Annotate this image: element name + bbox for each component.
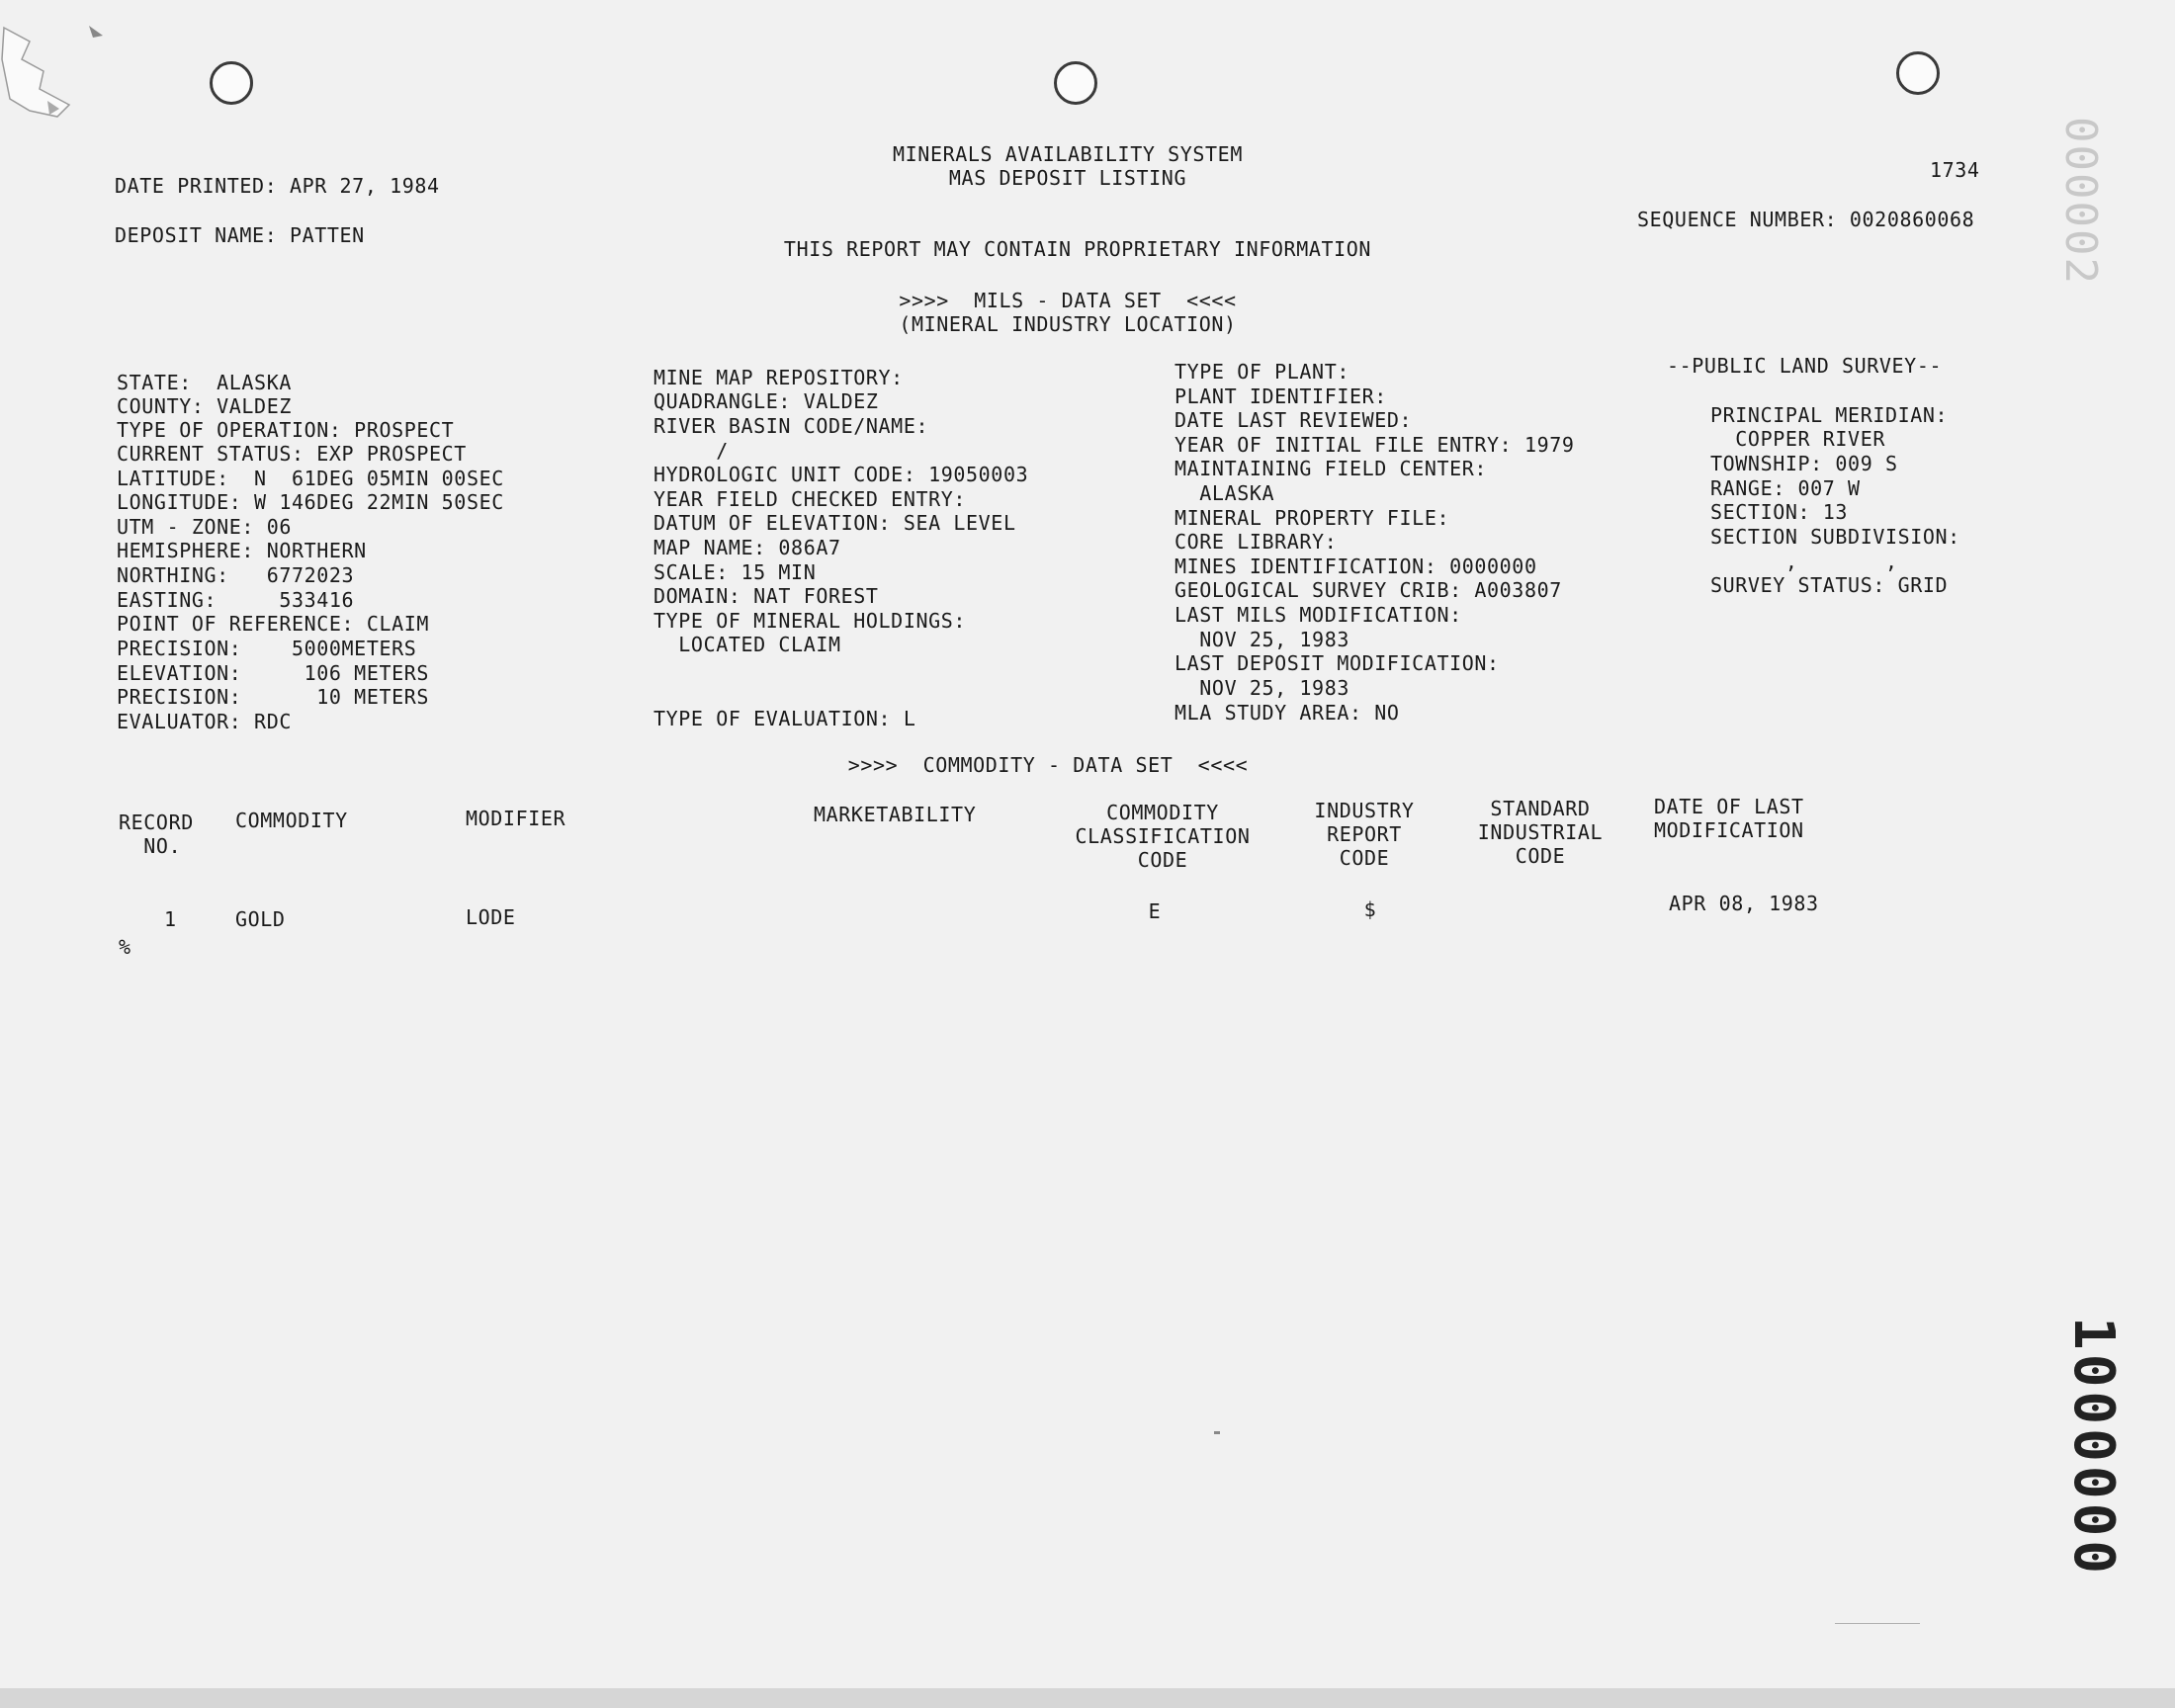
proprietary-notice: THIS REPORT MAY CONTAIN PROPRIETARY INFORMATION (783, 237, 1372, 261)
field-line: TOWNSHIP: 009 S (1710, 452, 1898, 475)
field-line: PRECISION: 5000METERS (117, 637, 417, 660)
field-line: MINES IDENTIFICATION: 0000000 (1174, 555, 1537, 578)
end-mark: % (119, 935, 131, 959)
field-line: MINERAL PROPERTY FILE: (1174, 506, 1450, 530)
type-of-evaluation: TYPE OF EVALUATION: L (653, 707, 916, 730)
field-line: , , (1710, 550, 1898, 573)
field-line: MLA STUDY AREA: NO (1174, 701, 1400, 725)
mils-title: >>>> MILS - DATA SET <<<< (899, 289, 1237, 312)
field-line: DOMAIN: NAT FOREST (653, 584, 879, 608)
field-line: EASTING: 533416 (117, 588, 355, 612)
survey-title: --PUBLIC LAND SURVEY-- (1667, 354, 1943, 378)
field-line: HYDROLOGIC UNIT CODE: 19050003 (653, 463, 1029, 486)
col-header-modifier: MODIFIER (466, 807, 566, 830)
field-line: SURVEY STATUS: GRID (1710, 573, 1949, 597)
cell-date: APR 08, 1983 (1669, 892, 1819, 915)
field-line: PRECISION: 10 METERS (117, 685, 430, 709)
field-line: LONGITUDE: W 146DEG 22MIN 50SEC (117, 490, 504, 514)
listing-title: MAS DEPOSIT LISTING (948, 166, 1187, 190)
field-line: MAINTAINING FIELD CENTER: (1174, 457, 1488, 480)
col-header-commodity: COMMODITY (235, 809, 348, 832)
col-header-date: DATE OF LAST MODIFICATION (1654, 795, 1804, 842)
cell-industry: $ (1363, 897, 1377, 921)
field-line: COUNTY: VALDEZ (117, 394, 292, 418)
binder-hole-right (1896, 51, 1940, 95)
field-line: POINT OF REFERENCE: CLAIM (117, 612, 430, 636)
field-line: NOV 25, 1983 (1174, 676, 1349, 700)
field-line: ALASKA (1174, 481, 1275, 505)
field-line: SECTION SUBDIVISION: (1710, 525, 1960, 549)
torn-corner (0, 20, 109, 128)
field-line: SCALE: 15 MIN (653, 560, 817, 584)
field-line: PRINCIPAL MERIDIAN: (1710, 403, 1949, 427)
field-line: LAST MILS MODIFICATION: (1174, 603, 1462, 627)
field-line: DATE LAST REVIEWED: (1174, 408, 1413, 432)
page-stamp-top: 000002 (2055, 117, 2106, 286)
scan-line (1835, 1623, 1920, 1624)
field-line: TYPE OF PLANT: (1174, 360, 1349, 384)
field-line: MINE MAP REPOSITORY: (653, 366, 904, 389)
field-line: CURRENT STATUS: EXP PROSPECT (117, 442, 467, 466)
field-line: RIVER BASIN CODE/NAME: (653, 414, 929, 438)
page-number: 1734 (1930, 158, 1980, 182)
col-header-marketability: MARKETABILITY (814, 803, 977, 826)
page-stamp-bottom: 1000000 (2061, 1317, 2126, 1579)
field-line: LATITUDE: N 61DEG 05MIN 00SEC (117, 467, 504, 490)
binder-hole-left (210, 61, 253, 105)
field-line: COPPER RIVER (1710, 427, 1885, 451)
deposit-name: DEPOSIT NAME: PATTEN (115, 223, 365, 247)
sequence-number: SEQUENCE NUMBER: 0020860068 (1637, 208, 1975, 231)
field-line: SECTION: 13 (1710, 500, 1849, 524)
field-line: HEMISPHERE: NORTHERN (117, 539, 367, 562)
field-line: YEAR OF INITIAL FILE ENTRY: 1979 (1174, 433, 1575, 457)
col-header-record: RECORD NO. (119, 811, 194, 858)
field-line: LAST DEPOSIT MODIFICATION: (1174, 651, 1500, 675)
field-line: TYPE OF OPERATION: PROSPECT (117, 418, 455, 442)
field-line: MAP NAME: 086A7 (653, 536, 841, 559)
field-line: PLANT IDENTIFIER: (1174, 384, 1387, 408)
field-line: DATUM OF ELEVATION: SEA LEVEL (653, 511, 1016, 535)
field-line: UTM - ZONE: 06 (117, 515, 292, 539)
field-line: STATE: ALASKA (117, 371, 292, 394)
date-printed: DATE PRINTED: APR 27, 1984 (115, 174, 440, 198)
scan-edge (0, 1688, 2175, 1708)
field-line: NOV 25, 1983 (1174, 628, 1349, 651)
mils-subtitle: (MINERAL INDUSTRY LOCATION) (899, 312, 1237, 336)
binder-hole-center (1054, 61, 1097, 105)
field-line: QUADRANGLE: VALDEZ (653, 389, 879, 413)
cell-commodity: GOLD (235, 907, 286, 931)
field-line: NORTHING: 6772023 (117, 563, 355, 587)
col-header-classification: COMMODITY CLASSIFICATION CODE (1075, 801, 1251, 872)
field-line: LOCATED CLAIM (653, 633, 841, 656)
field-line: RANGE: 007 W (1710, 476, 1861, 500)
cell-modifier: LODE (466, 905, 516, 929)
system-title: MINERALS AVAILABILITY SYSTEM (893, 142, 1243, 166)
field-line: ELEVATION: 106 METERS (117, 661, 430, 685)
field-line: CORE LIBRARY: (1174, 530, 1338, 554)
commodity-title: >>>> COMMODITY - DATA SET <<<< (847, 753, 1249, 777)
field-line: EVALUATOR: RDC (117, 710, 292, 733)
cell-classification: E (1148, 899, 1162, 923)
col-header-industry: INDUSTRY REPORT CODE (1314, 799, 1415, 870)
field-line: GEOLOGICAL SURVEY CRIB: A003807 (1174, 578, 1562, 602)
field-line: / (653, 439, 729, 463)
col-header-standard: STANDARD INDUSTRIAL CODE (1477, 797, 1604, 868)
field-line: TYPE OF MINERAL HOLDINGS: (653, 609, 967, 633)
scan-speck (1214, 1431, 1220, 1434)
field-line: YEAR FIELD CHECKED ENTRY: (653, 487, 967, 511)
cell-record: 1 (164, 907, 177, 931)
